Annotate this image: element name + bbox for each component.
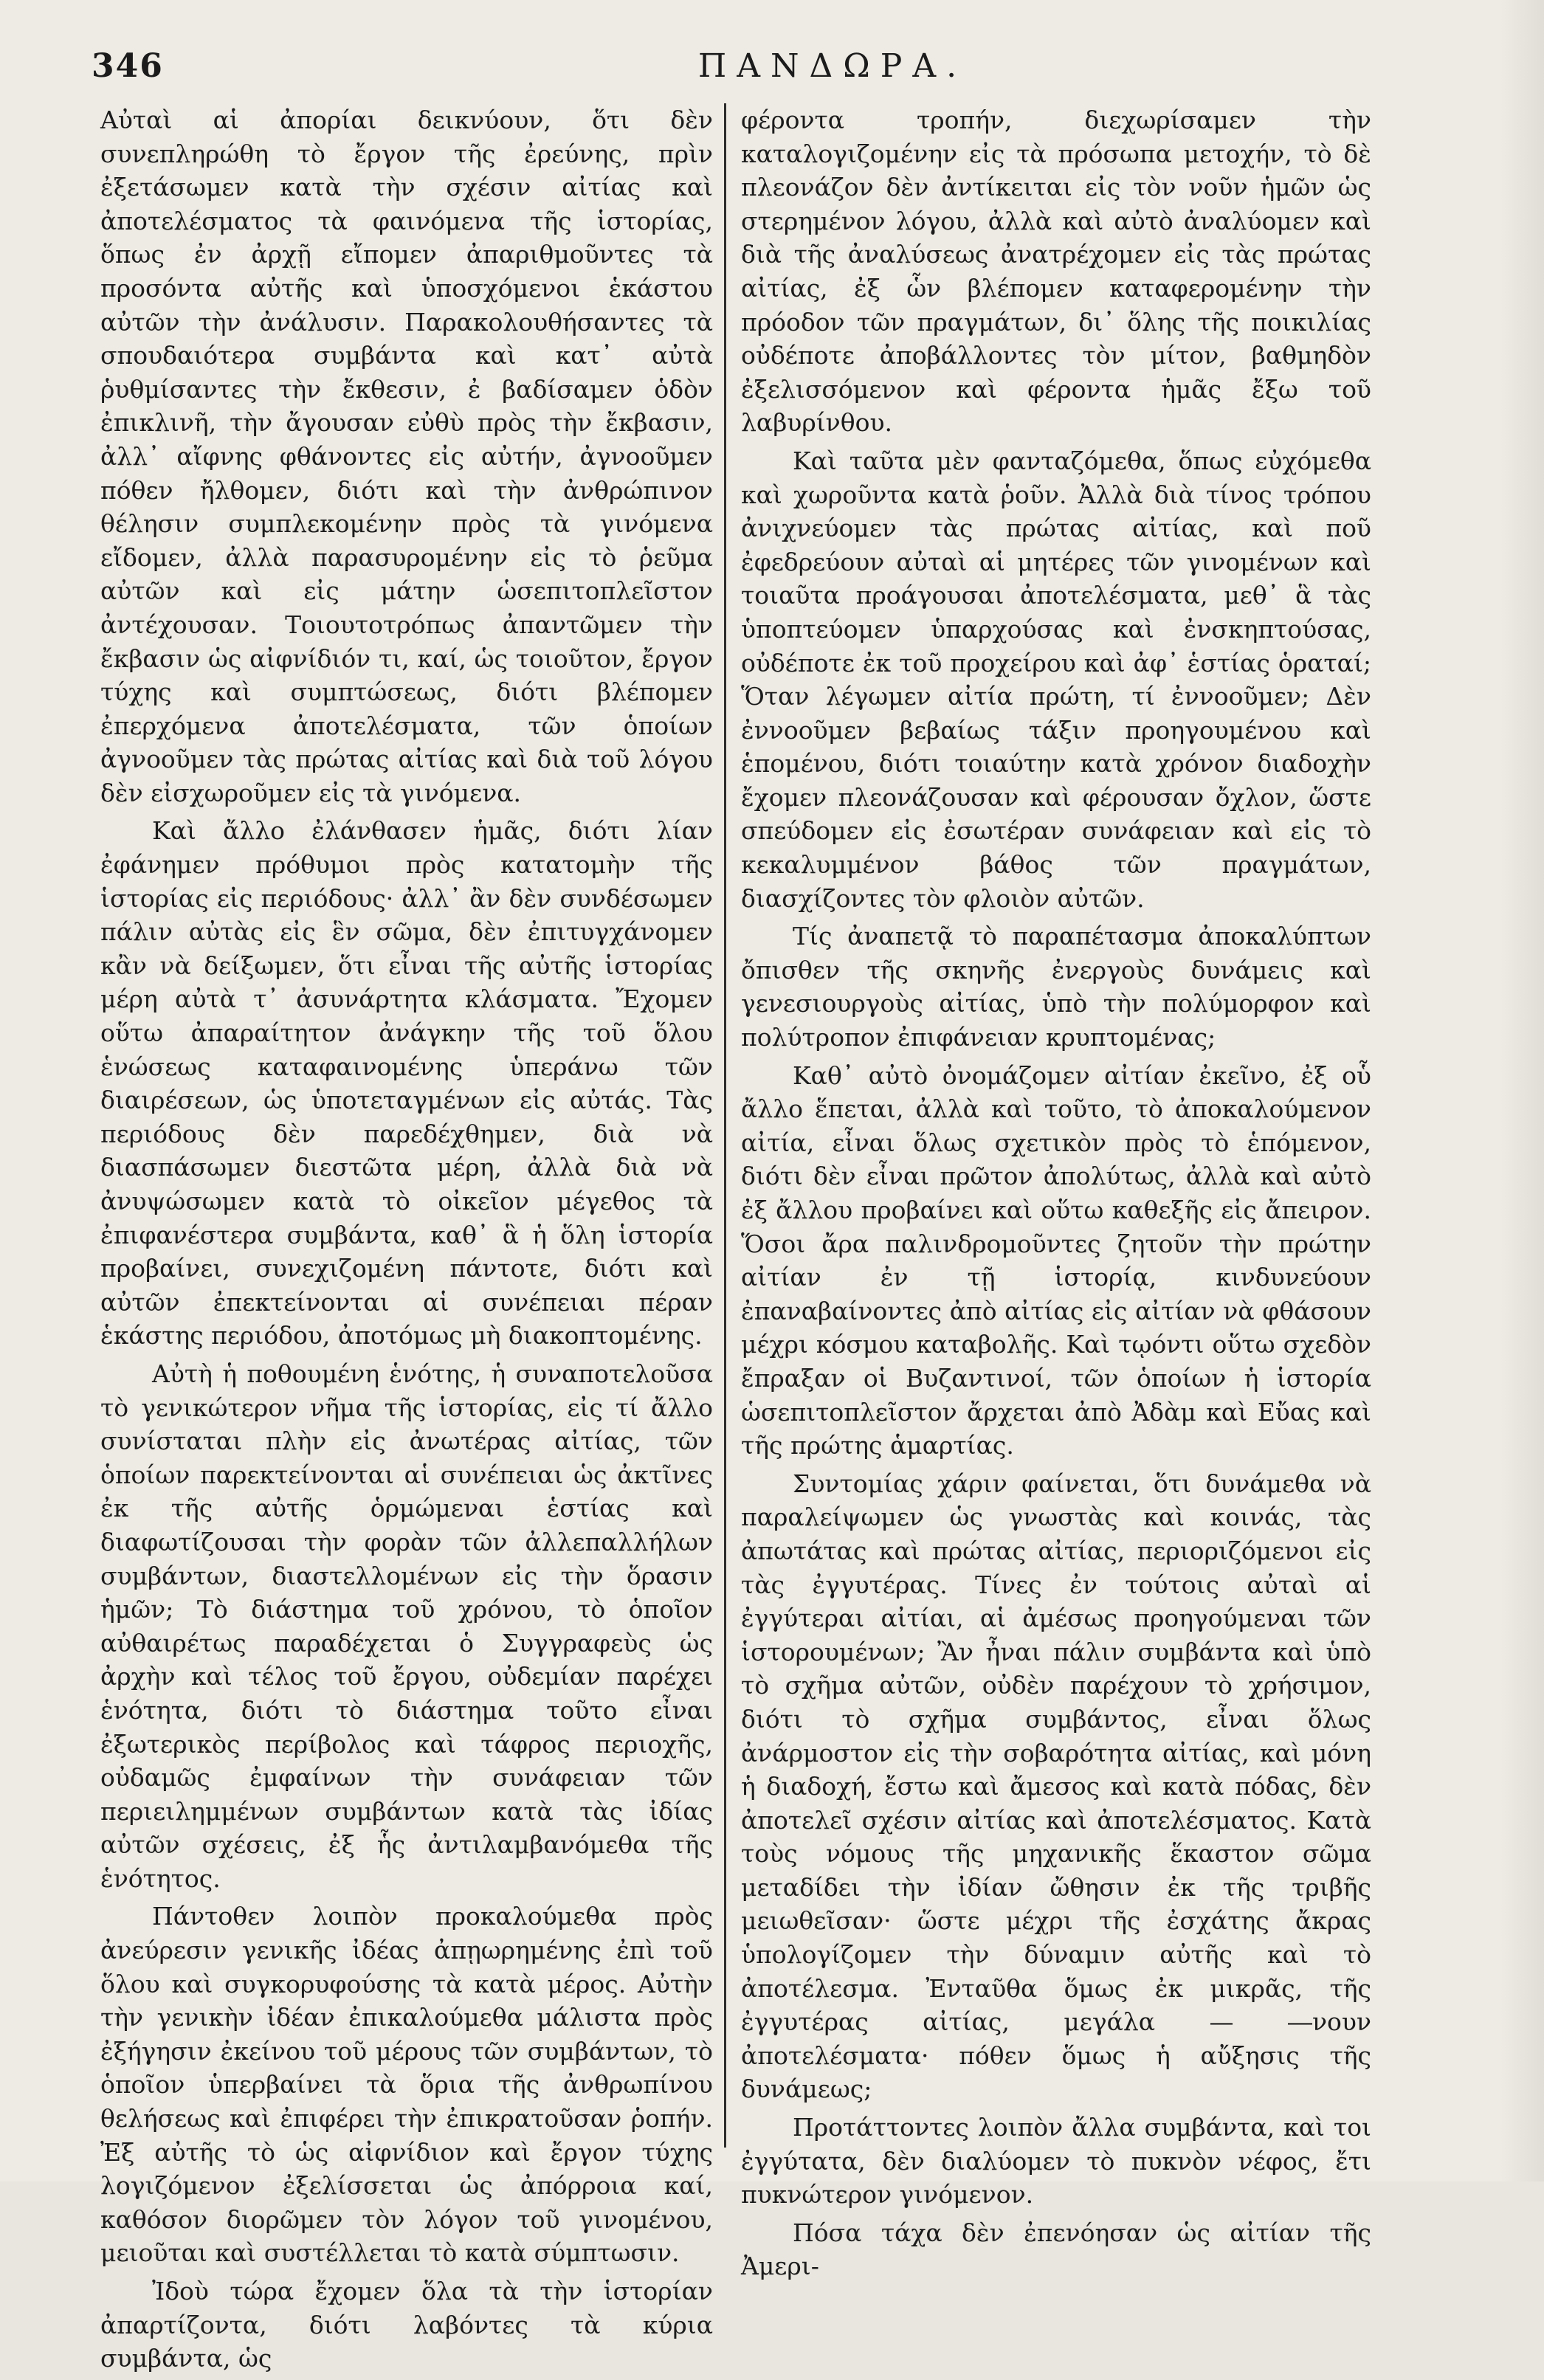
page-header bbox=[92, 44, 1441, 96]
paragraph: Ἰδοὺ τώρα ἔχομεν ὅλα τὰ τὴν ἱστορίαν ἀπαρτίζοντα, διότι λαβόντες τὰ κύρια συμβάντα, ὡς bbox=[100, 2277, 713, 2373]
paragraph: Συντομίας χάριν φαίνεται, ὅτι δυνάμεθα νὰ παραλείψωμεν ὡς γνωστὰς καὶ κοινάς, τὰς ἀπωτάτας καὶ πρώτας αἰτίας, περιοριζόμενοι εἰς τὰς ἐγγυτέρας. Τίνες ἐν τούτοις αὐταὶ αἱ ἐγγύτεραι αἰτίαι, αἱ ἀμέσως προηγούμεναι τῶν ἱστορουμένων; Ἂν ἦναι πάλιν συμβάντα καὶ ὑπὸ τὸ σχῆμα αὐτῶν, οὐδὲν παρέχουν τὸ χρήσιμον, διότι τὸ σχῆμα συμβάντος, εἶναι ὅλως ἀνάρμοστον εἰς τὴν σοβαρότητα αἰτίας, καὶ μόνη ἡ διαδοχή, ἔστω καὶ ἄμεσος καὶ κατὰ πόδας, δὲν ἀποτελεῖ σχέσιν αἰτίας καὶ ἀποτελέσματος. Κατὰ τοὺς νόμους τῆς μηχανικῆς ἕκαστον σῶμα μεταδίδει τὴν ἰδίαν ὤθησιν ἐκ τῆς τριβῆς μειωθεῖσαν· ὥστε μέχρι τῆς ἐσχάτης ἄκρας ὑπολογίζομεν τὴν δύναμιν αὐτῆς καὶ τὸ ἀποτέλεσμα. Ἐνταῦθα ὅμως ἐκ μικρᾶς, τῆς ἐγγυτέρας αἰτίας, μεγάλα — ―νουν ἀποτελέσματα· πόθεν ὅμως ἡ αὔξησις τῆς δυνάμεως; bbox=[741, 1469, 1371, 2104]
paragraph: Αὐταὶ αἱ ἀπορίαι δεικνύουν, ὅτι δὲν συνεπληρώθη τὸ ἔργον τῆς ἐρεύνης, πρὶν ἐξετάσωμεν κατὰ τὴν σχέσιν αἰτίας καὶ ἀποτελέσματος τὰ φαινόμενα τῆς ἱστορίας, ὅπως ἐν ἀρχῇ εἴπομεν ἀπαριθμοῦντες τὰ προσόντα αὐτῆς καὶ ὑποσχόμενοι ἑκάστου αὐτῶν τὴν ἀνάλυσιν. Παρακολουθήσαντες τὰ σπουδαιότερα συμβάντα καὶ κατ᾽ αὐτὰ ῥυθμίσαντες τὴν ἔκθεσιν, ἐ βαδίσαμεν ὁδὸν ἐπικλινῆ, τὴν ἄγουσαν εὐθὺ πρὸς τὴν ἔκβασιν, ἀλλ᾽ αἴφνης φθάνοντες εἰς αὐτήν, ἀγνοοῦμεν πόθεν ἤλθομεν, διότι καὶ τὴν ἀνθρώπινον θέλησιν συμπλεκομένην πρὸς τὰ γινόμενα εἴδομεν, ἀλλὰ παρασυρομένην εἰς τὸ ῥεῦμα αὐτῶν καὶ εἰς μάτην ὡσεπιτοπλεῖστον ἀντέχουσαν. Τοιουτοτρόπως ἀπαντῶμεν τὴν ἔκβασιν ὡς αἰφνίδιόν τι, καί, ὡς τοιοῦτον, ἔργον τύχης καὶ συμπτώσεως, διότι βλέπομεν ἐπερχόμενα ἀποτελέσματα, τῶν ὁποίων ἀγνοοῦμεν τὰς πρώτας αἰτίας καὶ διὰ τοῦ λόγου δὲν εἰσχωροῦμεν εἰς τὰ γινόμενα. bbox=[100, 106, 713, 807]
paragraph: Προτάττοντες λοιπὸν ἄλλα συμβάντα, καὶ τοι ἐγγύτατα, δὲν διαλύομεν τὸ πυκνὸν νέφος, ἔτι πυκνώτερον γινόμενον. bbox=[741, 2113, 1371, 2210]
running-title: ΠΑΝΔΩΡΑ. bbox=[697, 47, 968, 85]
paragraph: Πόσα τάχα δὲν ἐπενόησαν ὡς αἰτίαν τῆς Ἀμερι- bbox=[741, 2218, 1371, 2281]
right-column bbox=[741, 103, 1371, 2288]
paragraph: Αὐτὴ ἡ ποθουμένη ἑνότης, ἡ συναποτελοῦσα τὸ γενικώτερον νῆμα τῆς ἱστορίας, εἰς τί ἄλλο συνίσταται πλὴν εἰς ἀνωτέρας αἰτίας, τῶν ὁποίων παρεκτείνονται αἱ συνέπειαι ὡς ἀκτῖνες ἐκ τῆς αὐτῆς ὁρμώμεναι ἑστίας καὶ διαφωτίζουσαι τὴν φορὰν τῶν ἀλλεπαλλήλων συμβάντων, διαστελλομένων εἰς τὴν ὅρασιν ἡμῶν; Τὸ διάστημα τοῦ χρόνου, τὸ ὁποῖον αὐθαιρέτως παραδέχεται ὁ Συγγραφεὺς ὡς ἀρχὴν καὶ τέλος τοῦ ἔργου, οὐδεμίαν παρέχει ἑνότητα, διότι τὸ διάστημα τοῦτο εἶναι ἐξωτερικὸς περίβολος καὶ τάφρος περιοχῆς, οὐδαμῶς ἐμφαίνων τὴν συνάφειαν τῶν περιειλημμένων συμβάντων κατὰ τὰς ἰδίας αὐτῶν σχέσεις, ἐξ ἧς ἀντιλαμβανόμεθα τῆς ἑνότητος. bbox=[100, 1359, 713, 1893]
paragraph: Καὶ ἄλλο ἐλάνθασεν ἡμᾶς, διότι λίαν ἐφάνημεν πρόθυμοι πρὸς κατατομὴν τῆς ἱστορίας εἰς περιόδους· ἀλλ᾽ ἂν δὲν συνδέσωμεν πάλιν αὐτὰς εἰς ἓν σῶμα, δὲν ἐπιτυγχάνομεν κἂν νὰ δείξωμεν, ὅτι εἶναι τῆς αὐτῆς ἱστορίας μέρη αὐτὰ τ᾽ ἀσυνάρτητα κλάσματα. Ἔχομεν οὕτω ἀπαραίτητον ἀνάγκην τῆς τοῦ ὅλου ἑνώσεως καταφαινομένης ὑπεράνω τῶν διαιρέσεων, ὡς ὑποτεταγμένων εἰς αὐτάς. Τὰς περιόδους δὲν παρεδέχθημεν, διὰ νὰ διασπάσωμεν διεστῶτα μέρη, ἀλλὰ διὰ νὰ ἀνυψώσωμεν κατὰ τὸ οἰκεῖον μέγεθος τὰ ἐπιφανέστερα συμβάντα, καθ᾽ ἃ ἡ ὅλη ἱστορία προβαίνει, συνεχιζομένη πάντοτε, διότι καὶ αὐτῶν ἐπεκτείνονται αἱ συνέπειαι πέραν ἑκάστης περιόδου, ἀποτόμως μὴ διακοπτομένης. bbox=[100, 816, 713, 1351]
page-edge-shadow bbox=[1500, 0, 1544, 2181]
left-column bbox=[100, 103, 713, 2380]
paragraph: Καὶ ταῦτα μὲν φανταζόμεθα, ὅπως εὐχόμεθα καὶ χωροῦντα κατὰ ῥοῦν. Ἀλλὰ διὰ τίνος τρόπου ἀνιχνεύομεν τὰς πρώτας αἰτίας, καὶ ποῦ ἐφεδρεύουν αὐταὶ αἱ μητέρες τῶν γινομένων καὶ τοιαῦτα προάγουσαι ἀποτελέσματα, μεθ᾽ ἃ τὰς ὑποπτεύομεν ὑπαρχούσας καὶ ἐνσκηπτούσας, οὐδέποτε ἐκ τοῦ προχείρου καὶ ἀφ᾽ ἑστίας ὁραταί; Ὅταν λέγωμεν αἰτία πρώτη, τί ἐννοοῦμεν; Δὲν ἐννοοῦμεν βεβαίως τάξιν προηγουμένου καὶ ἑπομένου, διότι τοιαύτην κατὰ χρόνον διαδοχὴν ἔχομεν πλεονάζουσαν καὶ φέρουσαν ὄχλον, ὥστε σπεύδομεν εἰς ἐσωτέραν συνάφειαν καὶ εἰς τὸ κεκαλυμμένον βάθος τῶν πραγμάτων, διασχίζοντες τὸν φλοιὸν αὐτῶν. bbox=[741, 446, 1371, 913]
column-divider bbox=[724, 103, 726, 2148]
paragraph: Καθ᾽ αὐτὸ ὀνομάζομεν αἰτίαν ἐκεῖνο, ἐξ οὗ ἄλλο ἕπεται, ἀλλὰ καὶ τοῦτο, τὸ ἀποκαλούμενον αἰτία, εἶναι ὅλως σχετικὸν πρὸς τὸ ἑπόμενον, διότι δὲν εἶναι πρῶτον ἀπολύτως, ἀλλὰ καὶ αὐτὸ ἐξ ἄλλου προβαίνει καὶ οὕτω καθεξῆς εἰς ἄπειρον. Ὅσοι ἄρα παλινδρομοῦντες ζητοῦν τὴν πρώτην αἰτίαν ἐν τῇ ἱστορίᾳ, κινδυνεύουν ἐπαναβαίνοντες ἀπὸ αἰτίας εἰς αἰτίαν νὰ φθάσουν μέχρι κόσμου καταβολῆς. Καὶ τῳόντι οὕτω σχεδὸν ἔπραξαν οἱ Βυζαντινοί, τῶν ὁποίων ἡ ἱστορία ὡσεπιτοπλεῖστον ἄρχεται ἀπὸ Ἀδὰμ καὶ Εὔας καὶ τῆς πρώτης ἁμαρτίας. bbox=[741, 1060, 1371, 1460]
paragraph: φέροντα τροπήν, διεχωρίσαμεν τὴν καταλογιζομένην εἰς τὰ πρόσωπα μετοχήν, τὸ δὲ πλεονάζον δὲν ἀντίκειται εἰς τὸν νοῦν ἡμῶν ὡς στερημένον λόγου, ἀλλὰ καὶ αὐτὸ ἀναλύομεν καὶ διὰ τῆς ἀναλύσεως ἀνατρέχομεν εἰς τὰς πρώτας αἰτίας, ἐξ ὧν βλέπομεν καταφερομένην τὴν πρόοδον τῶν πραγμάτων, δι᾽ ὅλης τῆς ποικιλίας οὐδέποτε ἀποβάλλοντες τὸν μίτον, βαθμηδὸν ἐξελισσόμενον καὶ φέροντα ἡμᾶς ἔξω τοῦ λαβυρίνθου. bbox=[741, 106, 1371, 438]
page-number: 346 bbox=[92, 47, 164, 85]
paragraph: Τίς ἀναπετᾷ τὸ παραπέτασμα ἀποκαλύπτων ὄπισθεν τῆς σκηνῆς ἐνεργοὺς δυνάμεις καὶ γενεσιουργοὺς αἰτίας, ὑπὸ τὴν πολύμορφον καὶ πολύτροπον ἐπιφάνειαν κρυπτομένας; bbox=[741, 922, 1371, 1052]
paragraph: Πάντοθεν λοιπὸν προκαλούμεθα πρὸς ἀνεύρεσιν γενικῆς ἰδέας ἀπῃωρημένης ἐπὶ τοῦ ὅλου καὶ συγκορυφούσης τὰ κατὰ μέρος. Αὐτὴν τὴν γενικὴν ἰδέαν ἐπικαλούμεθα μάλιστα πρὸς ἐξήγησιν ἐκείνου τοῦ μέρους τῶν συμβάντων, τὸ ὁποῖον ὑπερβαίνει τὰ ὅρια τῆς ἀνθρωπίνου θελήσεως καὶ ἐπιφέρει τὴν ἐπικρατοῦσαν ῥοπήν. Ἐξ αὐτῆς τὸ ὡς αἰφνίδιον καὶ ἔργον τύχης λογιζόμενον ἐξελίσσεται ὡς ἀπόρροια καί, καθόσον διορῶμεν τὸν λόγον τοῦ γινομένου, μειοῦται καὶ συστέλλεται τὸ κατὰ σύμπτωσιν. bbox=[100, 1902, 713, 2268]
